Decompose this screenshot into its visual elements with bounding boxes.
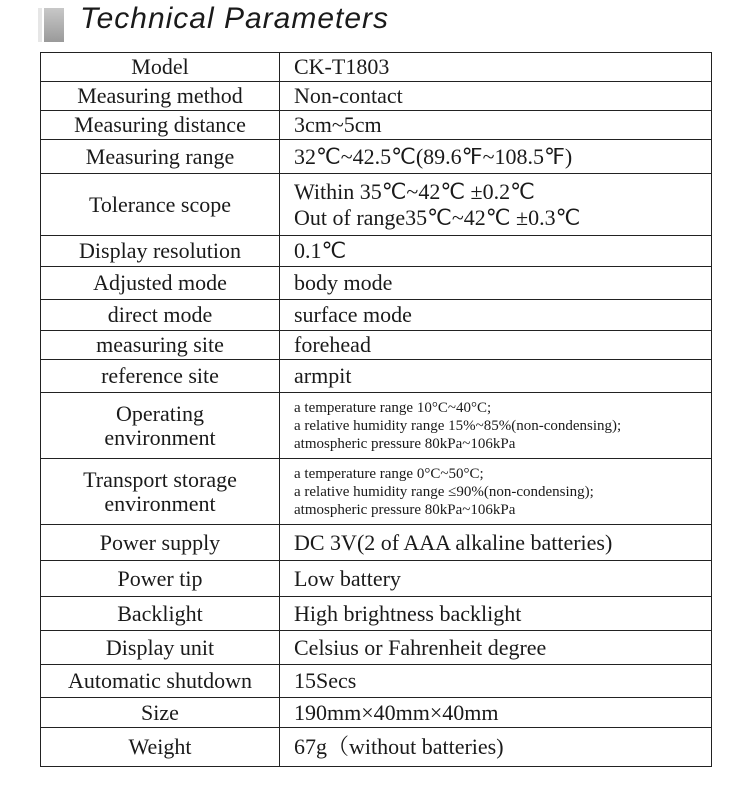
param-name: Measuring range (41, 140, 280, 174)
param-name: Backlight (41, 597, 280, 631)
table-row-model (41, 53, 712, 82)
param-name-line: Operating (116, 400, 204, 426)
param-value: surface mode (280, 300, 712, 331)
param-value: armpit (280, 360, 712, 393)
table-row-power-supply (41, 525, 712, 561)
param-value: Celsius or Fahrenheit degree (280, 631, 712, 665)
param-name-line: environment (104, 490, 216, 516)
param-name: Power tip (41, 561, 280, 597)
param-value-line: a relative humidity range ≤90%(non-condensing); (294, 483, 594, 500)
param-value-line: atmospheric pressure 80kPa~106kPa (294, 501, 516, 518)
table-row-automatic-shutdown (41, 665, 712, 698)
param-value: CK-T1803 (280, 53, 712, 82)
table-row-power-tip (41, 561, 712, 597)
param-value: 32℃~42.5℃(89.6℉~108.5℉) (280, 140, 712, 174)
table-row-display-resolution (41, 236, 712, 267)
param-value (280, 393, 712, 459)
table-row-size (41, 698, 712, 728)
param-value-line: atmospheric pressure 80kPa~106kPa (294, 435, 516, 452)
param-value: 15Secs (280, 665, 712, 698)
table-row-measuring-range (41, 140, 712, 174)
table-row-measuring-distance (41, 111, 712, 140)
table-row-measuring-site (41, 331, 712, 360)
param-name: Size (41, 698, 280, 728)
param-name: Model (41, 53, 280, 82)
table-row-display-unit (41, 631, 712, 665)
param-value: body mode (280, 267, 712, 300)
param-value (280, 459, 712, 525)
param-value-line: Out of range35℃~42℃ ±0.3℃ (294, 204, 581, 230)
param-name: Display unit (41, 631, 280, 665)
param-name (41, 393, 280, 459)
page-title: Technical Parameters (80, 2, 390, 35)
table-row-adjusted-mode (41, 267, 712, 300)
param-value-line: a temperature range 10°C~40°C; (294, 399, 492, 416)
param-name: measuring site (41, 331, 280, 360)
table-row-tolerance-scope (41, 174, 712, 236)
param-name: Automatic shutdown (41, 665, 280, 698)
param-value-line: a temperature range 0°C~50°C; (294, 465, 484, 482)
param-value: forehead (280, 331, 712, 360)
param-name (41, 459, 280, 525)
param-name: Adjusted mode (41, 267, 280, 300)
param-name-line: Transport storage (83, 466, 237, 492)
param-name: Measuring distance (41, 111, 280, 140)
param-value: High brightness backlight (280, 597, 712, 631)
param-name: Power supply (41, 525, 280, 561)
param-value: 67g（without batteries) (280, 728, 712, 767)
param-value: 3cm~5cm (280, 111, 712, 140)
param-value: Non-contact (280, 82, 712, 111)
param-value (280, 174, 712, 236)
param-value-line: a relative humidity range 15%~85%(non-condensing); (294, 417, 622, 434)
param-value: 0.1℃ (280, 236, 712, 267)
param-value-line: Within 35℃~42℃ ±0.2℃ (294, 178, 535, 204)
param-name: Weight (41, 728, 280, 767)
table-row-direct-mode (41, 300, 712, 331)
table-row-measuring-method (41, 82, 712, 111)
table-row-reference-site (41, 360, 712, 393)
param-name: Tolerance scope (41, 174, 280, 236)
table-row-weight (41, 728, 712, 767)
param-value: Low battery (280, 561, 712, 597)
param-name-line: environment (104, 424, 216, 450)
param-name: Measuring method (41, 82, 280, 111)
param-name: direct mode (41, 300, 280, 331)
param-value: 190mm×40mm×40mm (280, 698, 712, 728)
table-row-transport-storage-environment (41, 459, 712, 525)
param-value: DC 3V(2 of AAA alkaline batteries) (280, 525, 712, 561)
param-name: reference site (41, 360, 280, 393)
technical-parameters-table (40, 52, 712, 767)
param-name: Display resolution (41, 236, 280, 267)
table-row-backlight (41, 597, 712, 631)
header-decoration (44, 8, 64, 42)
table-row-operating-environment (41, 393, 712, 459)
